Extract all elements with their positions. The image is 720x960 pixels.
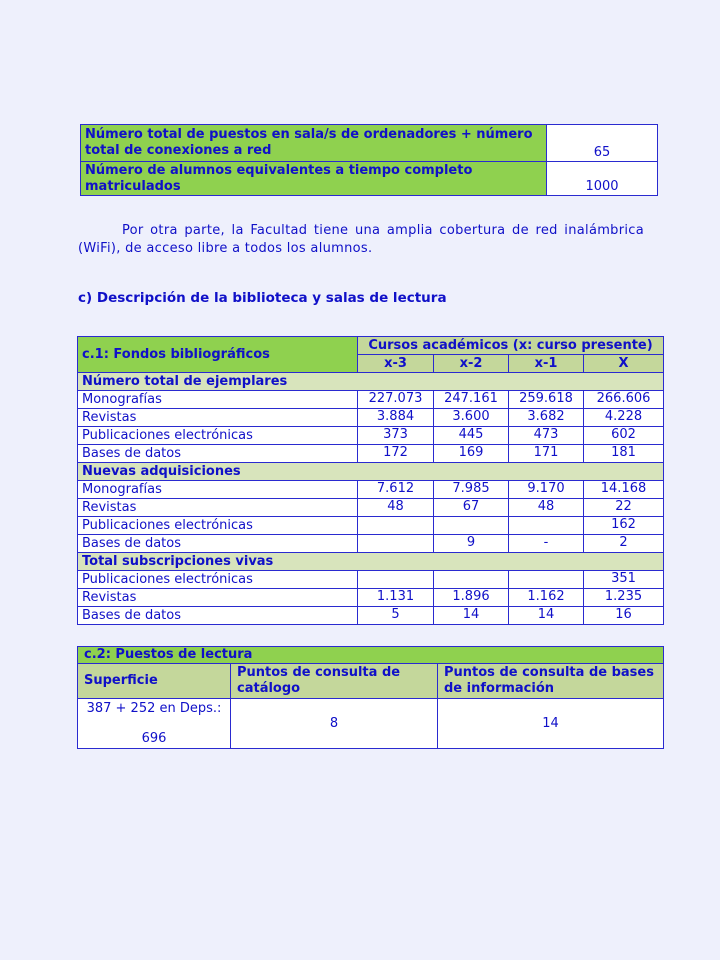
row-value: 4.228	[584, 409, 664, 427]
row-value: 9.170	[509, 481, 584, 499]
year-header: x-1	[509, 355, 584, 373]
row-label: Número total de puestos en sala/s de ordenadores + número total de conexiones a red	[81, 125, 547, 162]
year-header: x-2	[434, 355, 509, 373]
row-value	[509, 517, 584, 535]
row-label: Número de alumnos equivalentes a tiempo completo matriculados	[81, 162, 547, 196]
row-label: Bases de datos	[78, 607, 358, 625]
row-value: 602	[584, 427, 664, 445]
cursos-header: Cursos académicos (x: curso presente)	[358, 337, 664, 355]
row-value: 22	[584, 499, 664, 517]
row-value: 259.618	[509, 391, 584, 409]
table-row	[78, 409, 664, 427]
row-value: 351	[584, 571, 664, 589]
row-value: 473	[509, 427, 584, 445]
row-value: -	[509, 535, 584, 553]
year-header: x-3	[358, 355, 434, 373]
table-row	[78, 481, 664, 499]
section-title: Total subscripciones vivas	[78, 553, 664, 571]
row-value	[434, 517, 509, 535]
row-value	[358, 571, 434, 589]
header-catalogo: Puntos de consulta de catálogo	[231, 664, 438, 699]
row-value: 169	[434, 445, 509, 463]
row-value: 227.073	[358, 391, 434, 409]
row-value: 445	[434, 427, 509, 445]
row-value: 5	[358, 607, 434, 625]
row-label: Monografías	[78, 391, 358, 409]
row-value: 181	[584, 445, 664, 463]
row-value: 247.161	[434, 391, 509, 409]
superficie-value	[78, 699, 231, 749]
row-value: 14	[509, 607, 584, 625]
table-row	[78, 427, 664, 445]
row-label: Publicaciones electrónicas	[78, 571, 358, 589]
table-row	[78, 571, 664, 589]
row-value	[434, 571, 509, 589]
section-row	[78, 373, 664, 391]
row-label: Bases de datos	[78, 445, 358, 463]
puestos-title: c.2: Puestos de lectura	[78, 647, 664, 664]
table-row	[78, 499, 664, 517]
year-header: X	[584, 355, 664, 373]
wifi-paragraph: Por otra parte, la Facultad tiene una amplia cobertura de red inalámbrica (WiFi), de acceso libre a todos los alumnos.	[78, 223, 644, 256]
row-value	[509, 571, 584, 589]
table-row	[78, 391, 664, 409]
row-value: 3.600	[434, 409, 509, 427]
row-label: Monografías	[78, 481, 358, 499]
row-value: 7.612	[358, 481, 434, 499]
fondos-table	[77, 336, 664, 625]
row-value: 65	[547, 125, 658, 162]
row-value: 1.235	[584, 589, 664, 607]
row-value: 1.896	[434, 589, 509, 607]
section-row	[78, 463, 664, 481]
row-value: 2	[584, 535, 664, 553]
table-title-row	[78, 647, 664, 664]
header-bases: Puntos de consulta de bases de información	[438, 664, 664, 699]
row-value: 171	[509, 445, 584, 463]
row-value: 48	[358, 499, 434, 517]
table-header-row	[78, 664, 664, 699]
row-label: Publicaciones electrónicas	[78, 427, 358, 445]
table-row	[78, 699, 664, 749]
row-value: 162	[584, 517, 664, 535]
section-title: Número total de ejemplares	[78, 373, 664, 391]
table-row	[78, 517, 664, 535]
row-value: 172	[358, 445, 434, 463]
row-value: 14.168	[584, 481, 664, 499]
table-row	[78, 445, 664, 463]
row-value	[358, 517, 434, 535]
row-value: 67	[434, 499, 509, 517]
row-label: Bases de datos	[78, 535, 358, 553]
table-row	[81, 162, 658, 196]
table-row	[78, 589, 664, 607]
section-row	[78, 553, 664, 571]
row-value: 266.606	[584, 391, 664, 409]
equipment-table	[80, 124, 658, 196]
table-row	[81, 125, 658, 162]
row-value: 373	[358, 427, 434, 445]
bases-value: 14	[438, 699, 664, 749]
row-value: 1.162	[509, 589, 584, 607]
row-value: 1.131	[358, 589, 434, 607]
section-heading: c) Descripción de la biblioteca y salas de lectura	[78, 290, 447, 306]
row-value: 3.884	[358, 409, 434, 427]
row-label: Revistas	[78, 409, 358, 427]
row-label: Revistas	[78, 589, 358, 607]
catalogo-value: 8	[231, 699, 438, 749]
row-value: 9	[434, 535, 509, 553]
row-label: Revistas	[78, 499, 358, 517]
header-superficie: Superficie	[78, 664, 231, 699]
row-value: 16	[584, 607, 664, 625]
section-title: Nuevas adquisiciones	[78, 463, 664, 481]
fondos-title: c.1: Fondos bibliográficos	[78, 337, 358, 373]
row-value: 14	[434, 607, 509, 625]
table-title-row	[78, 337, 664, 355]
row-value: 7.985	[434, 481, 509, 499]
superficie-line2: 696	[141, 730, 167, 746]
puestos-table	[77, 646, 664, 749]
row-value	[358, 535, 434, 553]
table-row	[78, 535, 664, 553]
row-label: Publicaciones electrónicas	[78, 517, 358, 535]
table-row	[78, 607, 664, 625]
row-value: 3.682	[509, 409, 584, 427]
superficie-line1: 387 + 252 en Deps.:	[86, 700, 222, 716]
row-value: 1000	[547, 162, 658, 196]
row-value: 48	[509, 499, 584, 517]
